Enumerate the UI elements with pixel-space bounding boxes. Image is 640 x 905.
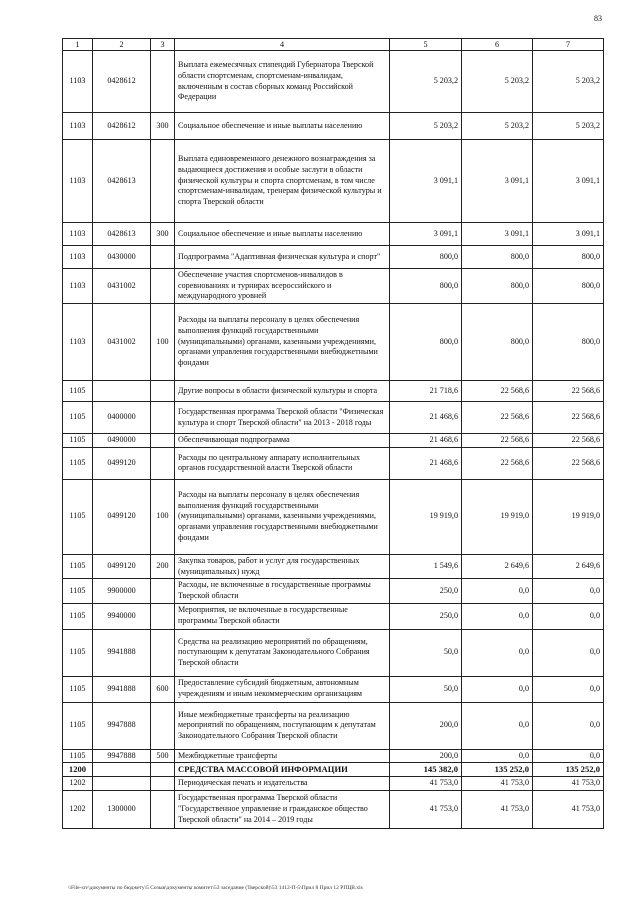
amount-col-6-cell: 22 568,6 [462,447,533,479]
amount-col-6-cell: 22 568,6 [462,402,533,434]
table-row [63,269,604,304]
section-code-cell: 1105 [63,554,93,578]
description-cell: Мероприятия, не включенные в государственные программы Тверской области [175,603,390,629]
description-cell: Государственная программа Тверской области "Физическая культура и спорт Тверской области" на 2013 - 2018 годы [175,402,390,434]
expense-type-cell [151,763,175,777]
target-article-cell: 0499120 [93,479,151,554]
section-code-cell: 1105 [63,479,93,554]
target-article-cell: 0400000 [93,402,151,434]
amount-col-5-cell: 41 753,0 [390,777,462,791]
expense-type-cell [151,381,175,402]
description-cell: Расходы на выплаты персоналу в целях обеспечения выполнения функций государственными (муниципальными) органами, казенными учреждениями, органами управления государственными внебюджетными фондами [175,304,390,381]
amount-col-6-cell: 135 252,0 [462,763,533,777]
expense-type-cell [151,269,175,304]
description-cell: Периодическая печать и издательства [175,777,390,791]
amount-col-5-cell: 800,0 [390,269,462,304]
amount-col-6-cell: 5 203,2 [462,51,533,113]
amount-col-5-cell: 1 549,6 [390,554,462,578]
amount-col-7-cell: 22 568,6 [533,447,604,479]
target-article-cell: 9941888 [93,629,151,676]
amount-col-7-cell: 22 568,6 [533,402,604,434]
amount-col-6-cell: 19 919,0 [462,479,533,554]
amount-col-6-cell: 800,0 [462,304,533,381]
amount-col-5-cell: 250,0 [390,603,462,629]
description-cell: Расходы на выплаты персоналу в целях обеспечения выполнения функций государственными (муниципальными) органами, казенными учреждениями, органами управления государственными внебюджетными фондами [175,479,390,554]
amount-col-7-cell: 800,0 [533,304,604,381]
amount-col-5-cell: 21 468,6 [390,402,462,434]
description-cell: Закупка товаров, работ и услуг для государственных (муниципальных) нужд [175,554,390,578]
table-header-row [63,39,604,51]
table-body [63,51,604,829]
table-row [63,402,604,434]
description-cell: СРЕДСТВА МАССОВОЙ ИНФОРМАЦИИ [175,763,390,777]
description-cell: Расходы, не включенные в государственные программы Тверской области [175,579,390,603]
expense-type-cell [151,434,175,448]
section-code-cell: 1105 [63,402,93,434]
amount-col-5-cell: 250,0 [390,579,462,603]
amount-col-5-cell: 5 203,2 [390,113,462,140]
target-article-cell: 0428612 [93,51,151,113]
amount-col-7-cell: 3 091,1 [533,223,604,246]
section-code-cell: 1103 [63,140,93,223]
section-code-cell: 1105 [63,434,93,448]
amount-col-7-cell: 22 568,6 [533,381,604,402]
table-row [63,579,604,603]
section-code-cell: 1103 [63,304,93,381]
amount-col-6-cell: 22 568,6 [462,434,533,448]
amount-col-7-cell: 41 753,0 [533,790,604,828]
amount-col-7-cell: 0,0 [533,749,604,763]
expense-type-cell: 500 [151,749,175,763]
page-number: 83 [594,14,602,23]
expense-type-cell: 600 [151,676,175,702]
target-article-cell: 0499120 [93,447,151,479]
amount-col-7-cell: 19 919,0 [533,479,604,554]
table-row [63,381,604,402]
target-article-cell: 0490000 [93,434,151,448]
amount-col-6-cell: 0,0 [462,702,533,749]
amount-col-5-cell: 21 468,6 [390,447,462,479]
description-cell: Обеспечивающая подпрограмма [175,434,390,448]
target-article-cell: 9940000 [93,603,151,629]
amount-col-6-cell: 0,0 [462,749,533,763]
section-code-cell: 1103 [63,269,93,304]
header-col-3: 3 [151,39,175,51]
section-code-cell: 1103 [63,51,93,113]
table-row [63,790,604,828]
expense-type-cell [151,790,175,828]
description-cell: Иные межбюджетные трансферты на реализацию мероприятий по обращениям, поступающим к депутатам Законодательного Собрания Тверской области [175,702,390,749]
amount-col-6-cell: 5 203,2 [462,113,533,140]
expense-type-cell [151,777,175,791]
section-code-cell: 1105 [63,749,93,763]
table-row [63,304,604,381]
target-article-cell [93,777,151,791]
target-article-cell: 0430000 [93,246,151,269]
amount-col-6-cell: 0,0 [462,629,533,676]
amount-col-6-cell: 2 649,6 [462,554,533,578]
target-article-cell: 0499120 [93,554,151,578]
table-row [63,763,604,777]
amount-col-5-cell: 800,0 [390,246,462,269]
section-code-cell: 1105 [63,629,93,676]
target-article-cell [93,381,151,402]
header-col-1: 1 [63,39,93,51]
amount-col-7-cell: 2 649,6 [533,554,604,578]
target-article-cell: 9941888 [93,676,151,702]
section-code-cell: 1105 [63,603,93,629]
amount-col-5-cell: 50,0 [390,629,462,676]
amount-col-7-cell: 135 252,0 [533,763,604,777]
amount-col-6-cell: 41 753,0 [462,790,533,828]
amount-col-7-cell: 0,0 [533,579,604,603]
section-code-cell: 1103 [63,223,93,246]
target-article-cell: 0431002 [93,269,151,304]
amount-col-6-cell: 22 568,6 [462,381,533,402]
budget-table [62,38,604,829]
expense-type-cell [151,447,175,479]
description-cell: Выплата единовременного денежного вознаграждения за выдающиеся достижения и особые заслуги в области физической культуры и спорта спортсменам, в том числе спортсменам-инвалидам, тренерам физической культуры и спорта Тверской области [175,140,390,223]
amount-col-5-cell: 200,0 [390,749,462,763]
expense-type-cell: 300 [151,223,175,246]
table-row [63,554,604,578]
expense-type-cell [151,140,175,223]
table-row [63,51,604,113]
target-article-cell [93,763,151,777]
table-row [63,702,604,749]
target-article-cell: 0428612 [93,113,151,140]
section-code-cell: 1103 [63,113,93,140]
description-cell: Предоставление субсидий бюджетным, автономным учреждениям и иным некоммерческим организациям [175,676,390,702]
amount-col-7-cell: 800,0 [533,246,604,269]
expense-type-cell: 300 [151,113,175,140]
amount-col-7-cell: 800,0 [533,269,604,304]
target-article-cell: 9900000 [93,579,151,603]
amount-col-5-cell: 3 091,1 [390,140,462,223]
table-row [63,434,604,448]
amount-col-5-cell: 21 718,6 [390,381,462,402]
section-code-cell: 1200 [63,763,93,777]
expense-type-cell [151,702,175,749]
description-cell: Социальное обеспечение и иные выплаты населению [175,113,390,140]
table-row [63,447,604,479]
table-row [63,140,604,223]
description-cell: Средства на реализацию мероприятий по обращениям, поступающим к депутатам Законодательного Собрания Тверской области [175,629,390,676]
amount-col-7-cell: 0,0 [533,676,604,702]
amount-col-5-cell: 19 919,0 [390,479,462,554]
table-row [63,629,604,676]
amount-col-5-cell: 5 203,2 [390,51,462,113]
amount-col-6-cell: 3 091,1 [462,140,533,223]
target-article-cell: 0431002 [93,304,151,381]
section-code-cell: 1103 [63,246,93,269]
amount-col-7-cell: 0,0 [533,702,604,749]
table-row [63,223,604,246]
description-cell: Подпрограмма "Адаптивная физическая культура и спорт" [175,246,390,269]
description-cell: Выплата ежемесячных стипендий Губернатора Тверской области спортсменам, спортсменам-инвалидам, включенным в состав сборных команд Российской Федерации [175,51,390,113]
table-row [63,749,604,763]
section-code-cell: 1105 [63,381,93,402]
amount-col-6-cell: 800,0 [462,246,533,269]
header-col-4: 4 [175,39,390,51]
table-row [63,603,604,629]
table-row [63,246,604,269]
target-article-cell: 1300000 [93,790,151,828]
table-row [63,113,604,140]
section-code-cell: 1105 [63,702,93,749]
section-code-cell: 1105 [63,447,93,479]
table-row [63,479,604,554]
amount-col-7-cell: 5 203,2 [533,113,604,140]
amount-col-6-cell: 3 091,1 [462,223,533,246]
description-cell: Обеспечение участия спортсменов-инвалидов в соревнованиях и турнирах всероссийского и международного уровней [175,269,390,304]
amount-col-7-cell: 22 568,6 [533,434,604,448]
expense-type-cell: 100 [151,304,175,381]
section-code-cell: 1202 [63,790,93,828]
expense-type-cell [151,579,175,603]
header-col-5: 5 [390,39,462,51]
amount-col-5-cell: 800,0 [390,304,462,381]
header-col-7: 7 [533,39,604,51]
table-row [63,676,604,702]
description-cell: Межбюджетные трансферты [175,749,390,763]
amount-col-7-cell: 3 091,1 [533,140,604,223]
target-article-cell: 0428613 [93,140,151,223]
amount-col-6-cell: 0,0 [462,579,533,603]
amount-col-5-cell: 21 468,6 [390,434,462,448]
amount-col-7-cell: 0,0 [533,629,604,676]
expense-type-cell [151,402,175,434]
amount-col-5-cell: 41 753,0 [390,790,462,828]
footer-file-path: \\File-srv\документы по бюджету\5 Созыв\документы комитет\53 заседание (Тверской)\53 1412-П-5\Прил 8 Прил 12 РПЦВ.xls [68,885,363,891]
description-cell: Другие вопросы в области физической культуры и спорта [175,381,390,402]
expense-type-cell [151,629,175,676]
target-article-cell: 9947888 [93,749,151,763]
amount-col-5-cell: 200,0 [390,702,462,749]
target-article-cell: 9947888 [93,702,151,749]
description-cell: Социальное обеспечение и иные выплаты населению [175,223,390,246]
amount-col-6-cell: 41 753,0 [462,777,533,791]
amount-col-5-cell: 145 382,0 [390,763,462,777]
expense-type-cell: 100 [151,479,175,554]
amount-col-6-cell: 800,0 [462,269,533,304]
table-row [63,777,604,791]
expense-type-cell [151,51,175,113]
amount-col-6-cell: 0,0 [462,603,533,629]
expense-type-cell [151,246,175,269]
target-article-cell: 0428613 [93,223,151,246]
amount-col-7-cell: 0,0 [533,603,604,629]
header-col-2: 2 [93,39,151,51]
amount-col-5-cell: 50,0 [390,676,462,702]
expense-type-cell [151,603,175,629]
amount-col-7-cell: 41 753,0 [533,777,604,791]
amount-col-5-cell: 3 091,1 [390,223,462,246]
section-code-cell: 1202 [63,777,93,791]
section-code-cell: 1105 [63,676,93,702]
amount-col-7-cell: 5 203,2 [533,51,604,113]
description-cell: Государственная программа Тверской области "Государственное управление и гражданское общество Тверской области" на 2014 – 2019 годы [175,790,390,828]
section-code-cell: 1105 [63,579,93,603]
header-col-6: 6 [462,39,533,51]
expense-type-cell: 200 [151,554,175,578]
amount-col-6-cell: 0,0 [462,676,533,702]
description-cell: Расходы по центральному аппарату исполнительных органов государственной власти Тверской области [175,447,390,479]
